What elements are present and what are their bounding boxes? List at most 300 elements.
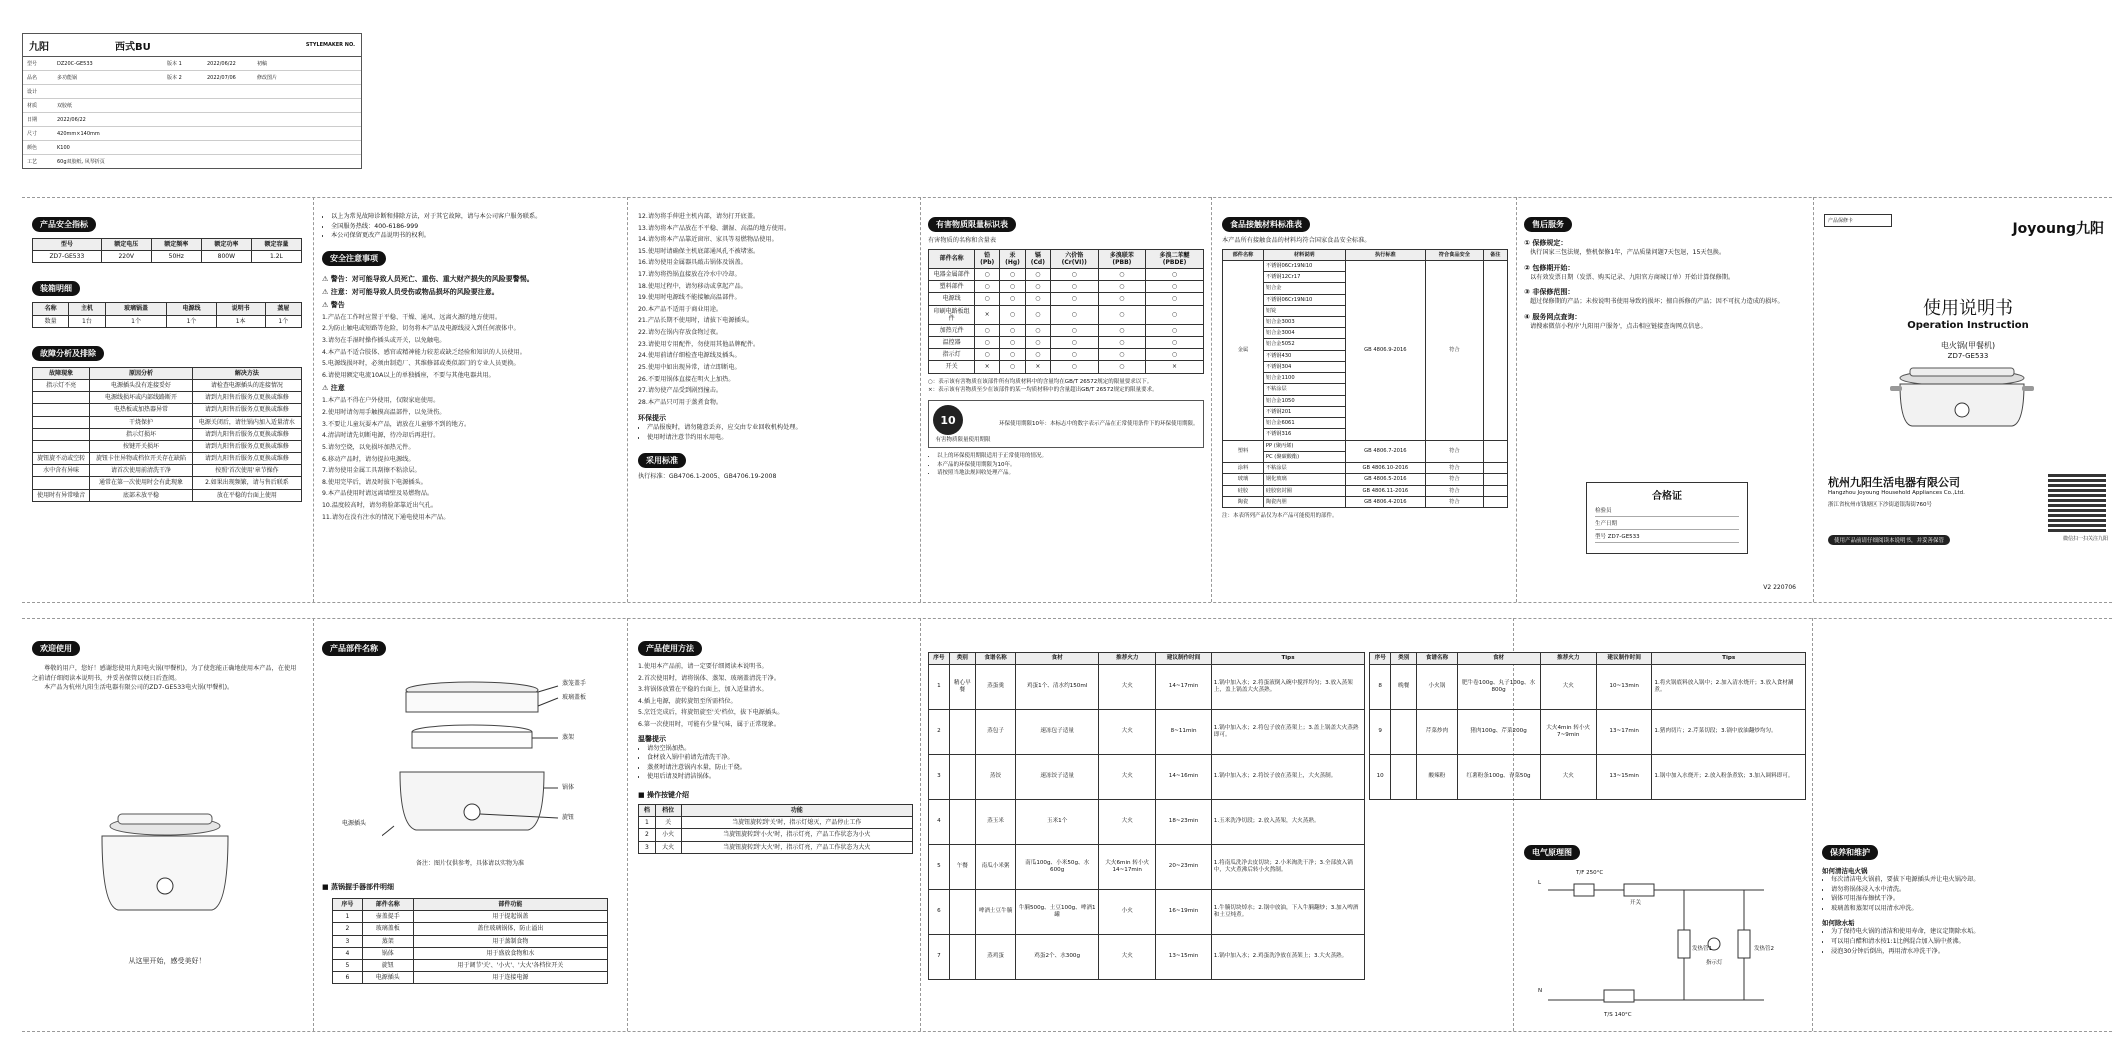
- table-header: 额定功率: [201, 239, 251, 251]
- parts-note: 备注：图片仅供参考，具体请以实物为准: [415, 860, 524, 867]
- table-cell: [949, 754, 975, 799]
- table-cell: [33, 440, 90, 452]
- table-cell: 铝合金6061: [1263, 418, 1345, 429]
- table-cell: ○: [975, 281, 1000, 293]
- table-header: 蒸屉: [265, 303, 301, 315]
- table-cell: ○: [1146, 268, 1204, 280]
- cert-row: 生产日期: [1595, 517, 1739, 530]
- panel-cover: [1822, 212, 2114, 597]
- part-label-1: 蒸笼盖手: [562, 680, 587, 687]
- table-cell: 不锈钢430: [1263, 350, 1345, 361]
- spec-key: 版本 1: [167, 61, 182, 67]
- paragraph: 7.请勿使用金属工具刮擦不粘涂层。: [322, 467, 421, 475]
- table-cell: 按键开关损坏: [90, 440, 193, 452]
- spacer: [1540, 799, 1596, 844]
- table-cell: 10~13min: [1596, 664, 1651, 709]
- table-cell: ○: [1146, 349, 1204, 361]
- table-cell: 1个: [265, 315, 301, 327]
- table-cell: 当旋钮旋转到'大火'时，指示灯亮，产品工作状态为大火: [681, 841, 912, 853]
- table-cell: ○: [1098, 293, 1145, 305]
- table-cell: 加热元件: [929, 324, 975, 336]
- table-cell: 电源关闭后，请往锅内加入适量清水: [192, 416, 301, 428]
- list-item: • 以上的环保使用期限适用于正常使用的情况。: [937, 452, 1204, 461]
- table-cell: ○: [975, 349, 1000, 361]
- table-cell: 10: [1370, 754, 1391, 799]
- panel-care: [1822, 840, 2112, 1026]
- table-cell: 用于调节'关'、'小火'、'大火'各档位开关: [413, 959, 607, 971]
- table-cell: 请到九阳售后服务点更换或维修: [192, 440, 301, 452]
- table-cell: 1个: [105, 315, 167, 327]
- list-item: • 请勿将锅体浸入水中清洗。: [1831, 885, 2112, 895]
- table-cell: [1483, 463, 1507, 474]
- table-cell: 蒸架: [362, 935, 413, 947]
- paragraph: 5.请勿空烧，以免损坏加热元件。: [322, 443, 415, 451]
- table-cell: 1: [929, 664, 950, 709]
- spacer: [1417, 934, 1457, 979]
- table-cell: 关: [655, 817, 681, 829]
- part-label-2: 玻璃盖板: [562, 694, 587, 701]
- parts-title: 产品部件名称: [322, 641, 386, 656]
- spacer: [1370, 934, 1391, 979]
- circuit-label-switch: 开关: [1630, 900, 1642, 906]
- note-paras: [322, 396, 618, 522]
- care-h2: 如何除水垢: [1822, 919, 1855, 928]
- service-heading: ③ 非保修范围：: [1524, 288, 1575, 297]
- table-cell: 午餐: [949, 844, 975, 889]
- table-row: [929, 281, 1204, 293]
- paragraph: 15.使用时请确保主机底部通风孔不被堵塞。: [638, 247, 760, 255]
- cover-title-en: Operation Instruction: [1907, 320, 2029, 331]
- panel-usage: [638, 636, 913, 1026]
- food-table: [1222, 249, 1508, 508]
- table-cell: 盖住玻璃锅体，防止溢出: [413, 923, 607, 935]
- table-cell: 电器金属部件: [929, 268, 975, 280]
- care-list-1: [1822, 875, 2112, 913]
- spacer: [1391, 844, 1417, 889]
- table-row: [333, 935, 608, 947]
- table-cell: 符合: [1426, 440, 1483, 462]
- table-cell: ○: [1050, 293, 1098, 305]
- list-item: • 本公司保留更改产品说明书的权利。: [331, 231, 618, 241]
- spec-key: 型号: [27, 61, 38, 67]
- note-head: ⚠ 注意: [322, 384, 345, 393]
- panel-parts: [322, 636, 618, 1026]
- table-header: 档: [639, 805, 656, 817]
- paragraph: 23.请使用专用配件，勿使用其他品牌配件。: [638, 340, 760, 348]
- table-header: Tips: [1652, 653, 1806, 665]
- table-row: [1223, 260, 1508, 271]
- paragraph: 11.请勿在没有注水的情况下通电使用本产品。: [322, 513, 450, 521]
- warning-triangle-icon: ⚠: [322, 300, 329, 309]
- table-row: [929, 754, 1806, 799]
- hazard-bottom-notes: [928, 452, 1204, 478]
- spec-code: STYLEMAKER NO.: [305, 42, 355, 48]
- table-cell: ○: [1000, 281, 1026, 293]
- table-cell: 使用时有异常噪音: [33, 489, 90, 501]
- table-header: 主机: [69, 303, 105, 315]
- cert-row: 型号 ZD7-GE533: [1595, 530, 1739, 543]
- spacer: [1391, 799, 1417, 844]
- table-cell: ○: [1146, 324, 1204, 336]
- paragraph: 4.本产品不适合肢体、感官或精神能力较差或缺乏经验和知识的人员使用。: [322, 348, 526, 356]
- product-model: ZD7-GE533: [1947, 352, 1989, 360]
- table-cell: 13~17min: [1596, 709, 1651, 754]
- table-cell: ○: [1000, 293, 1026, 305]
- paragraph: 9.本产品使用时请远离墙壁及易燃物品。: [322, 490, 434, 498]
- paragraph: 2.首次使用时，请将锅体、蒸架、玻璃盖清洗干净。: [638, 674, 781, 682]
- table-row: [1223, 496, 1508, 507]
- table-header: 序号: [929, 653, 950, 665]
- table-cell: 铝合金1100: [1263, 373, 1345, 384]
- table-cell: 按照'首次使用'章节操作: [192, 465, 301, 477]
- cover-title-cn: 使用说明书: [1923, 298, 2013, 319]
- table-cell: 玻璃: [1223, 474, 1264, 485]
- table-header: 食谱名称: [975, 653, 1015, 665]
- table-header: 执行标准: [1345, 249, 1426, 260]
- table-cell: 1台: [69, 315, 105, 327]
- table-row: [929, 709, 1806, 754]
- spec-row: [23, 141, 361, 155]
- list-item: • 全国服务热线：400-6186-999: [331, 222, 618, 232]
- table-cell: 通常在第一次使用时会有此现象: [90, 477, 193, 489]
- std-title: 采用标准: [638, 453, 686, 468]
- table-cell: 玻璃盖板: [362, 923, 413, 935]
- table-cell: ○: [1000, 337, 1026, 349]
- table-cell: ○: [1000, 305, 1026, 324]
- table-row: [929, 653, 1806, 665]
- warning-triangle-icon: ⚠: [322, 384, 329, 393]
- table-cell: 用于连接电源: [413, 972, 607, 984]
- table-row: [929, 268, 1204, 280]
- table-cell: 陶瓷内胆: [1263, 496, 1345, 507]
- table-cell: ○: [975, 268, 1000, 280]
- table-cell: ○: [1098, 361, 1145, 373]
- table-row: [33, 489, 302, 501]
- welcome-caption: 从这里开始，感受美好！: [128, 957, 206, 965]
- panel-welcome: [32, 636, 302, 1026]
- table-cell: 塑料: [1223, 440, 1264, 462]
- table-cell: 1本: [216, 315, 265, 327]
- paragraph: 26.不要用锅体直接在明火上加热。: [638, 375, 735, 383]
- table-cell: GB 4806.4-2016: [1345, 496, 1426, 507]
- eco-box: [928, 400, 1204, 448]
- table-cell: GB 4806.7-2016: [1345, 440, 1426, 462]
- paragraph: 10.温度较高时，请勿将脸部靠近出气孔。: [322, 501, 438, 509]
- table-cell: 大火: [655, 841, 681, 853]
- table-row: [33, 477, 302, 489]
- table-cell: 请到九阳售后服务点更换或维修: [192, 453, 301, 465]
- spec-row: [23, 155, 361, 169]
- table-cell: 14~17min: [1156, 664, 1211, 709]
- table-cell: [949, 934, 975, 979]
- table-cell: 1.锅中加入水；2.将包子放在蒸架上；3.盖上锅盖大火蒸熟即可。: [1211, 709, 1364, 754]
- table-cell: 50Hz: [151, 251, 201, 263]
- table-cell: 数量: [33, 315, 69, 327]
- table-cell: 不锈钢316: [1263, 429, 1345, 440]
- table-row: [929, 349, 1204, 361]
- product-illustration: [90, 806, 240, 926]
- circuit-label-l: L: [1538, 880, 1542, 886]
- certificate-box: [1586, 482, 1748, 554]
- table-cell: 玉米1个: [1016, 799, 1099, 844]
- table-cell: [1483, 496, 1507, 507]
- table-row: [33, 379, 302, 391]
- circuit-label-lamp: 指示灯: [1706, 960, 1723, 966]
- table-cell: ○: [1025, 268, 1050, 280]
- table-cell: 6: [333, 972, 363, 984]
- table-row: [33, 416, 302, 428]
- table-cell: 硅胶: [1223, 485, 1264, 496]
- table-header: 汞(Hg): [1000, 249, 1026, 268]
- table-cell: 水中含有异味: [33, 465, 90, 477]
- circuit-diagram: [1534, 860, 1794, 1020]
- table-cell: ○: [1025, 293, 1050, 305]
- circuit-label-ts: T/S 140°C: [1604, 1012, 1632, 1018]
- p3-paras: [638, 212, 913, 407]
- table-cell: 电源插头没有连接妥好: [90, 379, 193, 391]
- table-cell: 鸡蛋1个、清水约150ml: [1016, 664, 1099, 709]
- spec-value: 420mm×140mm: [57, 130, 100, 137]
- spacer: [1417, 799, 1457, 844]
- table-header: 序号: [333, 899, 363, 911]
- table-cell: 1.锅中加入水；2.将蛋液倒入碗中搅拌均匀；3.放入蒸架上，盖上锅盖大火蒸熟。: [1211, 664, 1364, 709]
- table-header: 部件名称: [1223, 249, 1264, 260]
- eco-period-icon: 10: [933, 405, 963, 435]
- table-cell: 13~15min: [1156, 934, 1211, 979]
- table-cell: 铝合金1050: [1263, 395, 1345, 406]
- table-header: 部件功能: [413, 899, 607, 911]
- table-header: 六价铬(Cr(VI)): [1050, 249, 1098, 268]
- spacer: [1370, 889, 1391, 934]
- panel-safety-notes: [322, 212, 618, 597]
- table-cell: 大火4min 转小火7~9min: [1540, 709, 1596, 754]
- table-cell: [1483, 440, 1507, 462]
- paragraph: 19.使用时电源线不能接触高温部件。: [638, 294, 741, 302]
- paragraph: 24.使用前请仔细检查电源线及插头。: [638, 352, 741, 360]
- usage-warn: 温馨提示: [638, 734, 666, 743]
- table-cell: 符合: [1426, 496, 1483, 507]
- table-cell: 陶瓷: [1223, 496, 1264, 507]
- table-cell: ○: [1146, 305, 1204, 324]
- table-cell: 电源线: [929, 293, 975, 305]
- table-row: [929, 337, 1204, 349]
- table-cell: 牛腩500g、土豆100g、啤酒1罐: [1016, 889, 1099, 934]
- table-cell: 6: [929, 889, 950, 934]
- spec-key: 工艺: [27, 159, 38, 165]
- warning-2: ⚠ 注意：对可能导致人员受伤或物品损坏的风险要注意。: [322, 287, 499, 296]
- buttons-table: [638, 804, 913, 854]
- spec-value: 多功能锅: [57, 75, 78, 81]
- paragraph: 25.使用中如出现异常，请立即断电。: [638, 363, 741, 371]
- hazard-sub: 有害物质的名称和含量表: [928, 237, 997, 244]
- table-cell: 南瓜小米粥: [975, 844, 1015, 889]
- spacer: [1417, 889, 1457, 934]
- table-cell: 5: [929, 844, 950, 889]
- table-cell: 温控器: [929, 337, 975, 349]
- paragraph: 2.使用时请勿用手触摸高温部件，以免烫伤。: [322, 409, 446, 417]
- table-cell: 大火: [1540, 664, 1596, 709]
- table-cell: 速冻饺子适量: [1016, 754, 1099, 799]
- service-text: 请搜索微信小程序'九阳用户服务'，点击相应链接查询网点信息。: [1530, 322, 1707, 330]
- list-item: • 使用后请及时清洁锅体。: [647, 772, 913, 782]
- table-row: [333, 911, 608, 923]
- pack-table: [32, 302, 302, 327]
- table-cell: 13~15min: [1596, 754, 1651, 799]
- spec-row: [23, 127, 361, 141]
- spec-row: [23, 99, 361, 113]
- table-cell: 3: [639, 841, 656, 853]
- table-cell: 铝合金5052: [1263, 339, 1345, 350]
- table-cell: 底部未放平稳: [90, 489, 193, 501]
- table-row: [929, 293, 1204, 305]
- table-cell: 当旋钮旋转到'小火'时，指示灯亮，产品工作状态为小火: [681, 829, 912, 841]
- table-cell: 速冻包子适量: [1016, 709, 1099, 754]
- table-row: [929, 361, 1204, 373]
- usage-sub: ■ 操作按键介绍: [638, 791, 690, 800]
- cover-tagline: 使用产品前请仔细阅读本说明书，并妥善保管: [1828, 535, 1950, 545]
- table-row: [33, 404, 302, 416]
- table-header: 类别: [1391, 653, 1417, 665]
- spec-row: [23, 57, 361, 71]
- table-cell: 猪肉100g、芹菜200g: [1457, 709, 1540, 754]
- table-row: [1223, 474, 1508, 485]
- table-cell: 9: [1370, 709, 1391, 754]
- table-header: 部件名称: [362, 899, 413, 911]
- table-cell: PC (聚碳酸酯): [1263, 451, 1345, 462]
- warn-paras: [322, 313, 618, 381]
- panel-after-sales: [1524, 212, 1806, 597]
- table-cell: 大火6min 转小火14~17min: [1099, 844, 1156, 889]
- table-header: 故障现象: [33, 367, 90, 379]
- list-item: • 产品报废时，请勿随意丢弃，应交由专业回收机构处理。: [647, 423, 913, 433]
- welcome-text: 尊敬的用户，您好！感谢您使用九阳电火锅(甲餐机)，为了使您能正确地使用本产品，在使用之前请仔细阅读本说明书，并妥善保管以便日后查阅。: [32, 665, 297, 682]
- qr-label: 微信扫一扫关注九阳: [2062, 536, 2108, 542]
- table-header: 电源线: [167, 303, 216, 315]
- spec-bu: 西式BU: [115, 41, 151, 53]
- table-cell: 800W: [201, 251, 251, 263]
- version: V2 220706: [1763, 584, 1796, 591]
- table-header: 食材: [1457, 653, 1540, 665]
- paragraph: 3.不要让儿童玩耍本产品，请放在儿童够不到的地方。: [322, 420, 471, 428]
- table-cell: 鸡蛋2个、水300g: [1016, 934, 1099, 979]
- table-cell: 大火: [1099, 934, 1156, 979]
- table-cell: [33, 477, 90, 489]
- qr-code[interactable]: [2048, 474, 2106, 532]
- table-cell: 铝锭: [1263, 305, 1345, 316]
- std-text: 执行标准：GB4706.1-2005、GB4706.19-2008: [638, 472, 777, 480]
- list-item: • 锅体可用湿布擦拭干净。: [1831, 894, 2112, 904]
- table-header: 建议制作时间: [1156, 653, 1211, 665]
- table-header: 多溴联苯(PBB): [1098, 249, 1145, 268]
- table-header: 材料说明: [1263, 249, 1345, 260]
- env-list: [638, 423, 913, 442]
- table-cell: 大火: [1540, 754, 1596, 799]
- list-item: • 蒸煮时请注意锅内水量，防止干烧。: [647, 763, 913, 773]
- hazard-table: [928, 249, 1204, 374]
- table-header: 建议制作时间: [1596, 653, 1651, 665]
- table-cell: 开关: [929, 361, 975, 373]
- spec-value: 2022/07/06: [207, 74, 236, 81]
- table-header: 说明书: [216, 303, 265, 315]
- welcome-text-2: 本产品为杭州九阳生活电器有限公司的ZD7-GE533电火锅(甲餐机)。: [44, 684, 234, 692]
- table-row: [639, 829, 913, 841]
- table-cell: ×: [975, 361, 1000, 373]
- paragraph: 28.本产品只可用于蒸煮食物。: [638, 398, 723, 406]
- parts-table: [332, 898, 608, 984]
- table-header: 额定频率: [151, 239, 201, 251]
- circuit-label-tf: T/F 250°C: [1576, 870, 1604, 876]
- table-header: 功能: [681, 805, 912, 817]
- table-cell: 7: [929, 934, 950, 979]
- table-header: 推荐火力: [1099, 653, 1156, 665]
- table-cell: 芹菜炒肉: [1417, 709, 1457, 754]
- table-cell: GB 4806.5-2016: [1345, 474, 1426, 485]
- table-cell: 1.牛腩切块焯水；2.锅中放油，下入牛腩翻炒；3.加入啤酒和土豆炖煮。: [1211, 889, 1364, 934]
- spec-key: 品名: [27, 75, 38, 81]
- spec-value: 2022/06/22: [207, 60, 236, 67]
- paragraph: 1.使用本产品前，请一定要仔细阅读本说明书。: [638, 663, 768, 670]
- circuit-label-n: N: [1538, 988, 1543, 994]
- table-cell: ○: [1098, 281, 1145, 293]
- table-header: 额定电压: [101, 239, 151, 251]
- after-sales-items: [1524, 238, 1806, 331]
- table-cell: 旋钮旋不动或空转: [33, 453, 90, 465]
- paragraph: 16.请勿使用金属器具敲击锅体及锅盖。: [638, 259, 747, 267]
- table-cell: [1391, 754, 1417, 799]
- spec-brand: 九阳: [29, 41, 49, 53]
- table-cell: ZD7-GE533: [33, 251, 102, 263]
- table-cell: [33, 404, 90, 416]
- table-header: 备注: [1483, 249, 1507, 260]
- table-cell: ○: [975, 293, 1000, 305]
- table-cell: 精心早餐: [949, 664, 975, 709]
- table-cell: 请检查电源插头的连接情况: [192, 379, 301, 391]
- parts-diagram: [382, 676, 582, 851]
- spacer: [1391, 889, 1417, 934]
- table-cell: 蒸鸡蛋: [975, 934, 1015, 979]
- spacer: [1370, 844, 1391, 889]
- table-cell: 不锈钢304: [1263, 361, 1345, 372]
- warning-triangle-icon: ⚠: [322, 274, 329, 283]
- table-cell: 符合: [1426, 260, 1483, 440]
- paragraph: 2.为防止触电或短路等危险，切勿将本产品及电源线浸入到任何液体中。: [322, 325, 520, 333]
- table-cell: 指示灯: [929, 349, 975, 361]
- table-row: [929, 664, 1806, 709]
- table-header: 镉(Cd): [1025, 249, 1050, 268]
- table-header: 解决方法: [192, 367, 301, 379]
- safe-title: 安全注意事项: [322, 251, 386, 266]
- table-cell: 1.2L: [251, 251, 301, 263]
- eco-desc: 环保使用期限10年：本标志中的数字表示产品在正常使用条件下的环保使用期限。: [999, 421, 1199, 428]
- table-row: [639, 841, 913, 853]
- spec-rows: [23, 57, 361, 169]
- table-cell: [949, 799, 975, 844]
- table-cell: 铝合金3003: [1263, 317, 1345, 328]
- table-cell: 印刷电路板组件: [929, 305, 975, 324]
- table-cell: 符合: [1426, 463, 1483, 474]
- spec-value: K100: [57, 144, 70, 151]
- table-cell: [1483, 485, 1507, 496]
- table-cell: 20~23min: [1156, 844, 1211, 889]
- table-cell: ○: [1050, 305, 1098, 324]
- list-item: • 浸泡30分钟后倒出，再用清水冲洗干净。: [1831, 947, 2112, 957]
- table-cell: 1.将火锅底料放入锅中；2.加入清水烧开；3.放入食材涮煮。: [1652, 664, 1806, 709]
- paragraph: 8.使用完毕后，请及时拔下电源插头。: [322, 478, 427, 486]
- part-label-4: 锅体: [562, 784, 575, 791]
- spacer: [1457, 799, 1540, 844]
- table-cell: ○: [1146, 293, 1204, 305]
- table-cell: ○: [1050, 337, 1098, 349]
